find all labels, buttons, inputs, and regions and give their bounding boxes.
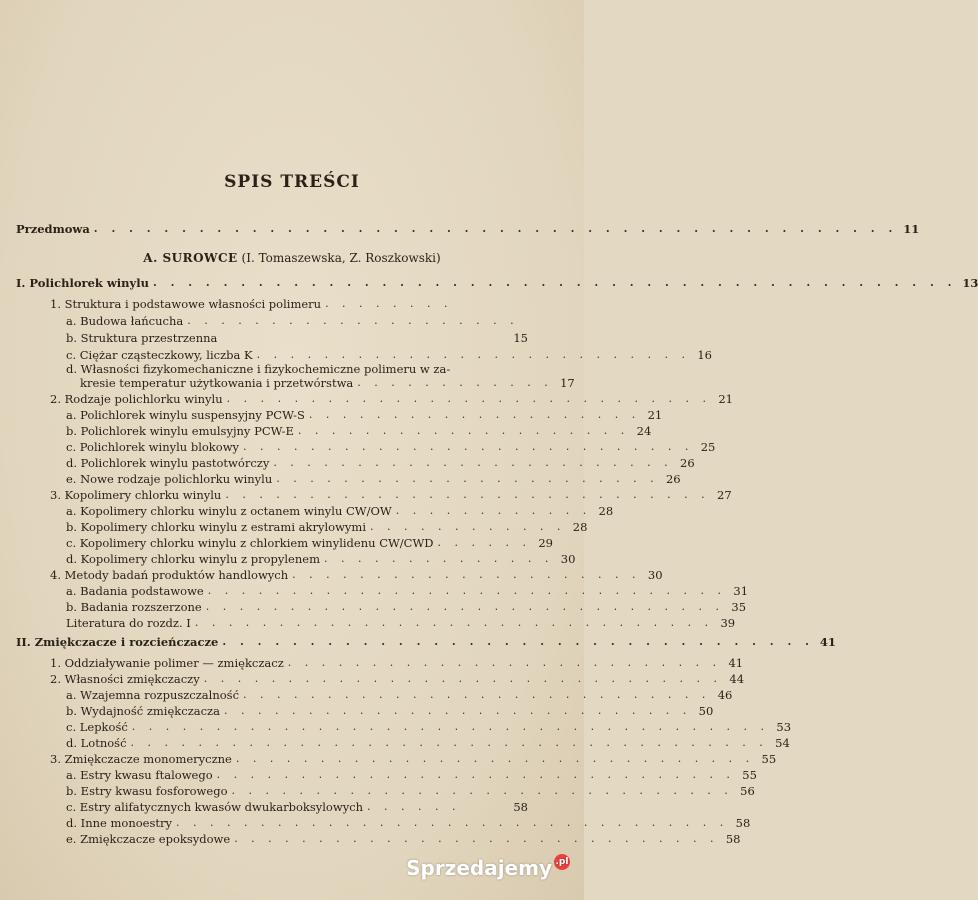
toc-page: 54 bbox=[775, 736, 790, 750]
toc-page: 27 bbox=[717, 488, 732, 502]
toc-entry bbox=[66, 504, 614, 518]
leader-dots: . . . . . . . . . . . . . . . . . . . . . . . . . . . . . . . . . . . . . . bbox=[130, 736, 768, 749]
toc-entry bbox=[80, 376, 575, 390]
toc-label: 2. Rodzaje polichlorku winylu bbox=[50, 392, 223, 406]
toc-page: 39 bbox=[720, 616, 736, 630]
toc-label: 1. Oddziaływanie polimer — zmiękczacz bbox=[50, 656, 284, 670]
toc-page: 35 bbox=[731, 600, 747, 614]
leader-dots: . . . . . . . . . . . . . . . . . . . . . . . . . . . bbox=[243, 440, 694, 453]
toc-page: 55 bbox=[742, 768, 757, 782]
leader-dots: . . . . . . . . . . . . . . . . . . . . . . . . . . . . . . . . . . bbox=[222, 635, 814, 648]
toc-page: 53 bbox=[776, 720, 792, 734]
toc-page: 17 bbox=[560, 376, 575, 390]
leader-dots: . . . . . . bbox=[367, 800, 461, 813]
toc-label: a. Polichlorek winylu suspensyjny PCW-S bbox=[66, 408, 305, 422]
toc-entry bbox=[50, 488, 732, 502]
toc-page: 44 bbox=[729, 672, 745, 686]
toc-label: a. Budowa łańcucha bbox=[66, 314, 184, 328]
toc-page: 24 bbox=[636, 424, 652, 438]
toc-entry bbox=[66, 552, 576, 566]
toc-label: e. Nowe rodzaje polichlorku winylu bbox=[66, 472, 273, 486]
leader-dots: . . . . . . . . . . . . . . . . . . . . . . . . . . . . . . . bbox=[216, 768, 735, 781]
toc-page: 55 bbox=[761, 752, 777, 766]
toc-label: b. Kopolimery chlorku winylu z estrami akrylowymi bbox=[66, 520, 366, 534]
section-a-title: A. SUROWCE bbox=[143, 251, 238, 265]
toc-entry bbox=[50, 568, 663, 582]
toc-label: a. Estry kwasu ftalowego bbox=[66, 768, 213, 782]
toc-label: e. Zmiękczacze epoksydowe bbox=[66, 832, 231, 846]
toc-page: 29 bbox=[538, 536, 553, 550]
toc-label: b. Struktura przestrzenna bbox=[66, 331, 218, 345]
toc-page: 21 bbox=[647, 408, 663, 422]
toc-entry bbox=[66, 600, 747, 614]
toc-label: 4. Metody badań produktów handlowych bbox=[50, 568, 289, 582]
toc-page: 28 bbox=[598, 504, 614, 518]
toc-page: 26 bbox=[680, 456, 695, 470]
toc-label: a. Badania podstawowe bbox=[66, 584, 204, 598]
toc-page: 41 bbox=[728, 656, 744, 670]
toc-page: 41 bbox=[819, 635, 836, 649]
toc-entry bbox=[66, 784, 755, 798]
toc-label: Przedmowa bbox=[16, 222, 90, 236]
toc-label: d. Kopolimery chlorku winylu z propylenem bbox=[66, 552, 320, 566]
toc-page: 13 bbox=[962, 276, 978, 290]
leader-dots: . . . . . . . . . . . . . . . . . . . . . . . . . . . . . . . bbox=[205, 600, 725, 613]
toc-page: 28 bbox=[572, 520, 588, 534]
leader-dots: . . . . . . . . . . . . bbox=[370, 520, 566, 533]
leader-dots: . . . . . . . . . . . . . . . . . . . . . . . . . . bbox=[287, 656, 722, 669]
toc-label: kresie temperatur użytkowania i przetwórstwa bbox=[80, 376, 354, 390]
section-a-heading bbox=[0, 251, 584, 265]
toc-label: d. Inne monoestry bbox=[66, 816, 172, 830]
toc-label: c. Ciężar cząsteczkowy, liczba K bbox=[66, 348, 253, 362]
leader-dots: . . . . . . . . . . . . . . bbox=[323, 552, 554, 565]
leader-dots: . . . . . . . . . . . . . . . . . . . . . . . . . . . . bbox=[223, 704, 692, 717]
leader-dots: . . . . . . . . . . . . . . . . . . . . . . . . bbox=[273, 456, 673, 469]
watermark-logo bbox=[406, 856, 570, 880]
section-a-authors: (I. Tomaszewska, Z. Roszkowski) bbox=[241, 251, 441, 265]
leader-dots: . . . . . . . . . . . . . . . . . . . . . . . . . . . . bbox=[243, 688, 711, 701]
toc-entry bbox=[66, 704, 714, 718]
toc-label: b. Badania rozszerzone bbox=[66, 600, 202, 614]
toc-page: 16 bbox=[697, 348, 712, 362]
toc-entry bbox=[66, 736, 790, 750]
watermark-text: Sprzedajemy bbox=[406, 856, 552, 880]
toc-label: 3. Zmiękczacze monomeryczne bbox=[50, 752, 232, 766]
toc-label: Literatura do rozdz. I bbox=[66, 616, 191, 630]
toc-label: b. Estry kwasu fosforowego bbox=[66, 784, 228, 798]
leader-dots: . . . . . . . . . . . . . . . . . . . . . . . . . . . . . . . bbox=[203, 672, 723, 685]
toc-label: c. Estry alifatycznych kwasów dwukarboksylowych bbox=[66, 800, 364, 814]
page-title: SPIS TREŚCI bbox=[224, 172, 360, 192]
toc-label: II. Zmiękczacze i rozcieńczacze bbox=[16, 635, 219, 649]
toc-page: 15 bbox=[513, 331, 528, 345]
leader-dots: . . . . . . . . . . . . bbox=[395, 504, 592, 517]
leader-dots: . . . . . . . . . . . . . . . . . . . . . . . . . . . . . . . . . . . . . . bbox=[131, 720, 770, 733]
watermark-suffix: .pl bbox=[554, 854, 570, 870]
toc-entry bbox=[66, 800, 528, 814]
toc-entry bbox=[66, 424, 652, 438]
toc-label: a. Kopolimery chlorku winylu z octanem winylu CW/OW bbox=[66, 504, 392, 518]
toc-entry bbox=[66, 314, 528, 328]
toc-entry bbox=[66, 616, 736, 630]
toc-entry bbox=[50, 297, 528, 311]
toc-label: I. Polichlorek winylu bbox=[16, 276, 149, 290]
toc-page: 21 bbox=[718, 392, 733, 406]
leader-dots: . . . . . . . . . . . . . . . . . . . . . . . . . . . . . bbox=[234, 832, 719, 845]
leader-dots: . . . . . . . . . . . . . . . . . . . . . . . bbox=[276, 472, 659, 485]
toc-page: 58 bbox=[513, 800, 528, 814]
leader-dots: . . . . . . . . . . . . . . . . . . . . . . . . . . . . . bbox=[225, 488, 710, 501]
leader-dots: . . . . . . . . . . . . . . . . . . . . . bbox=[292, 568, 641, 581]
toc-chapter-2 bbox=[16, 635, 836, 649]
toc-label: c. Kopolimery chlorku winylu z chlorkiem winylidenu CW/CWD bbox=[66, 536, 434, 550]
toc-label: 1. Struktura i podstawowe własności polimeru bbox=[50, 297, 322, 311]
toc-entry-line: d. Własności fizykomechaniczne i fizykochemiczne polimeru w za- bbox=[66, 362, 451, 376]
toc-label: b. Polichlorek winylu emulsyjny PCW-E bbox=[66, 424, 294, 438]
toc-label: c. Lepkość bbox=[66, 720, 128, 734]
leader-dots: . . . . . . . . . . . . . . . . . . . . bbox=[308, 408, 641, 421]
toc-label: c. Polichlorek winylu blokowy bbox=[66, 440, 240, 454]
toc-entry bbox=[66, 456, 695, 470]
toc-label: a. Wzajemna rozpuszczalność bbox=[66, 688, 240, 702]
toc-entry bbox=[66, 720, 792, 734]
leader-dots: . . . . . . . . . . . . . . . . . . . . . . . . . . . . . . . . . . . . . . . . . . . . . . bbox=[93, 222, 898, 235]
toc-entry bbox=[50, 672, 745, 686]
toc-label: d. Polichlorek winylu pastotwórczy bbox=[66, 456, 270, 470]
leader-dots: . . . . . . . . . . . . . . . . . . . . bbox=[187, 314, 519, 327]
leader-dots: . . . . . . . . . . . . . . . . . . . . . . . . . . . . . . . . . bbox=[175, 816, 729, 829]
toc-page: 46 bbox=[717, 688, 733, 702]
toc-entry bbox=[66, 832, 741, 846]
toc-page: 56 bbox=[740, 784, 755, 798]
leader-dots: . . . . . . . . . . . . . . . . . . . . . . . . . . . . . . . . . . . . . . . . . . . . . . bbox=[152, 276, 957, 289]
toc-entry bbox=[50, 752, 777, 766]
leader-dots: . . . . . . . . . . . . . . . . . . . . bbox=[297, 424, 630, 437]
toc-label: b. Wydajność zmiękczacza bbox=[66, 704, 220, 718]
leader-dots: . . . . . . . . bbox=[325, 297, 453, 310]
toc-page: 31 bbox=[733, 584, 749, 598]
toc-entry bbox=[66, 348, 712, 362]
leader-dots: . . . . . . . . . . . . bbox=[357, 376, 553, 389]
toc-page: 58 bbox=[735, 816, 751, 830]
toc-entry bbox=[66, 331, 528, 345]
toc-entry bbox=[66, 440, 716, 454]
toc-page: 50 bbox=[698, 704, 714, 718]
toc-chapter-1 bbox=[16, 276, 978, 290]
toc-entry bbox=[66, 536, 553, 550]
leader-dots: . . . . . . . . . . . . . . . . . . . . . . . . . . . . . . . bbox=[235, 752, 755, 765]
toc-label: 3. Kopolimery chlorku winylu bbox=[50, 488, 222, 502]
toc-entry bbox=[66, 816, 751, 830]
toc-page: 25 bbox=[700, 440, 716, 454]
leader-dots: . . . . . . . . . . . . . . . . . . . . . . . . . . bbox=[256, 348, 690, 361]
leader-dots: . . . . . . . . . . . . . . . . . . . . . . . . . . . . . . bbox=[231, 784, 733, 797]
toc-entry bbox=[66, 768, 757, 782]
toc-label: d. Lotność bbox=[66, 736, 127, 750]
toc-preface bbox=[16, 222, 920, 236]
toc-page: 30 bbox=[560, 552, 576, 566]
toc-entry bbox=[66, 408, 663, 422]
toc-page: 30 bbox=[647, 568, 663, 582]
toc-entry bbox=[66, 688, 733, 702]
leader-dots: . . . . . . bbox=[437, 536, 531, 549]
toc-page: 26 bbox=[665, 472, 681, 486]
toc-page: 11 bbox=[903, 222, 920, 236]
toc-label: 2. Własności zmiękczaczy bbox=[50, 672, 200, 686]
leader-dots: . . . . . . . . . . . . . . . . . . . . . . . . . . . . . . . bbox=[207, 584, 727, 597]
toc-entry bbox=[50, 392, 733, 406]
toc-page: 58 bbox=[725, 832, 741, 846]
toc-entry bbox=[66, 584, 749, 598]
leader-dots: . . . . . . . . . . . . . . . . . . . . . . . . . . . . . . . bbox=[194, 616, 714, 629]
toc-entry bbox=[50, 656, 744, 670]
toc-entry bbox=[66, 472, 681, 486]
toc-entry bbox=[66, 520, 588, 534]
leader-dots: . . . . . . . . . . . . . . . . . . . . . . . . . . . . . bbox=[226, 392, 711, 405]
